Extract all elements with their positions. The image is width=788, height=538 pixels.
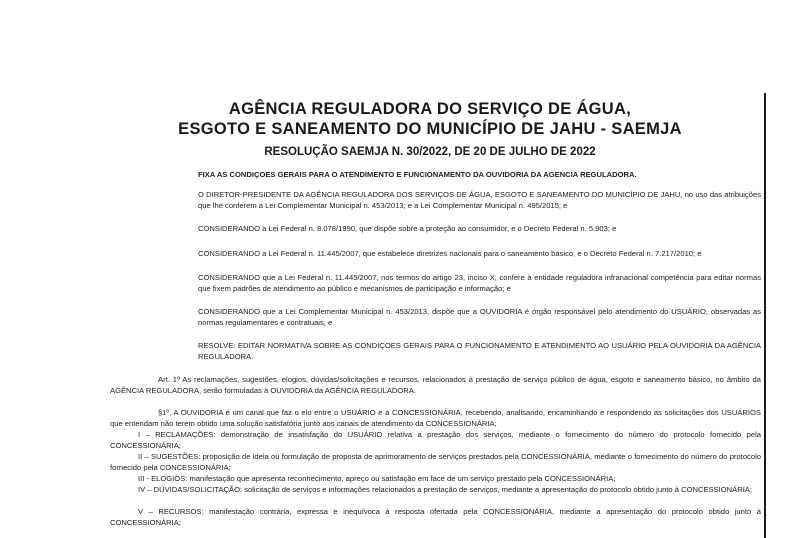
item-sugestoes: II – SUGESTÕES: proposição de ideia ou formulação de proposta de aprimoramento de serviços prestados pela CONCESSIONÁRIA, mediante o fornecimento do número do protocolo fornecido pela CONCESSIONÁRIA; bbox=[110, 452, 761, 472]
item-recursos: V – RECURSOS: manifestação contrária, expressa e inequívoca à resposta ofertada pela CONCESSIONÁRIA, mediante a apresentação do protocolo obtido junto à CONCESSIONÁRIA; bbox=[110, 507, 761, 527]
paragraph-1: §1º. A OUVIDORIA é um canal que faz o elo entre o USUÁRIO e a CONCESSIONÁRIA, recebendo, analisando, encaminhando e respondendo as solicitações dos USUÁRIOS que entendam não terem obtido uma solução satisfatória junto aos canais de atendimento da CONCESSIONÁRIA; bbox=[110, 408, 761, 428]
preamble-considerando-4: CONSIDERANDO que a Lei Complementar Municipal n. 453/2013, dispõe que a OUVIDORIA é órgão responsável pelo atendimento do USUÁRIO, observadas as normas regulamentares e contratuais; e bbox=[198, 307, 761, 327]
item-elogios: III - ELOGIOS: manifestação que apresenta reconhecimento, apreço ou satisfação em face de um serviço prestado pela CONCESSIONÁRIA; bbox=[138, 474, 616, 483]
item-reclamacoes: I – RECLAMAÇÕES: demonstração de insatisfação do USUÁRIO relativa a prestação dos serviços, mediante o fornecimento do número do protocolo fornecido pela CONCESSIONÁRIA; bbox=[110, 430, 761, 450]
item-duvidas: IV – DÚVIDAS/SOLICITAÇÃO: solicitação de serviços e informações relacionados a prestação de serviços, mediante a apresentação do protocolo obtido junto à CONCESSIONÁRIA; bbox=[138, 485, 752, 494]
column-divider bbox=[764, 93, 766, 538]
preamble-resolve: RESOLVE: EDITAR NORMATIVA SOBRE AS CONDIÇOES GERAIS PARA O FUNCIONAMENTO E ATENDIMENTO AO USUÁRIO PELA OUVIDORIA DA AGÊNCIA REGULADORA. bbox=[198, 341, 761, 361]
preamble-director: O DIRETOR-PRESIDENTE DA AGÊNCIA REGULADORA DOS SERVIÇOS DE ÁGUA, ESGOTO E SANEAMENTO DO MUNICÍPIO DE JAHU, no uso das atribuições que lhe conferem a Lei Complementar Municipal n. 453/2013; e a Lei Complementar Municipal n. 495/2015; e bbox=[198, 190, 761, 210]
preamble-considerando-2: CONSIDERANDO a Lei Federal n. 11.445/2007, que estabelece diretrizes nacionais para o saneamento básico, e o Decreto Federal n. 7.217/2010; e bbox=[198, 249, 702, 258]
agency-title-line1: AGÊNCIA REGULADORA DO SERVIÇO DE ÁGUA, bbox=[228, 100, 632, 118]
preamble-considerando-1: CONSIDERANDO a Lei Federal n. 8.078/1990, que dispõe sobre a proteção ao consumidor, e o Decreto Federal n. 5.903; e bbox=[198, 224, 617, 233]
resolution-title: RESOLUÇÃO SAEMJA N. 30/2022, DE 20 DE JULHO DE 2022 bbox=[264, 146, 596, 158]
preamble-considerando-3: CONSIDERANDO que a Lei Federal n. 11.445/2007, nos termos do artigo 23, inciso X, confere à entidade reguladora infranacional competência para editar normas que fixem padrões de atendimento ao público e mecanismos de participação e informação; e bbox=[198, 273, 761, 293]
agency-title-line2: ESGOTO E SANEAMENTO DO MUNICÍPIO DE JAHU - SAEMJA bbox=[178, 120, 682, 138]
article-1: Art. 1º As reclamações, sugestões, elogios, dúvidas/solicitações e recursos, relacionados à prestação de serviço público de água, esgoto e saneamento básico, no âmbito da AGÊNCIA REGULADORA, serão formuladas à OUVIDORIA da AGÊNCIA REGULADORA. bbox=[110, 375, 761, 395]
ementa: FIXA AS CONDIÇOES GERAIS PARA O ATENDIMENTO E FUNCIONAMENTO DA OUVIDORIA DA AGENCIA REGULADORA. bbox=[198, 170, 637, 179]
